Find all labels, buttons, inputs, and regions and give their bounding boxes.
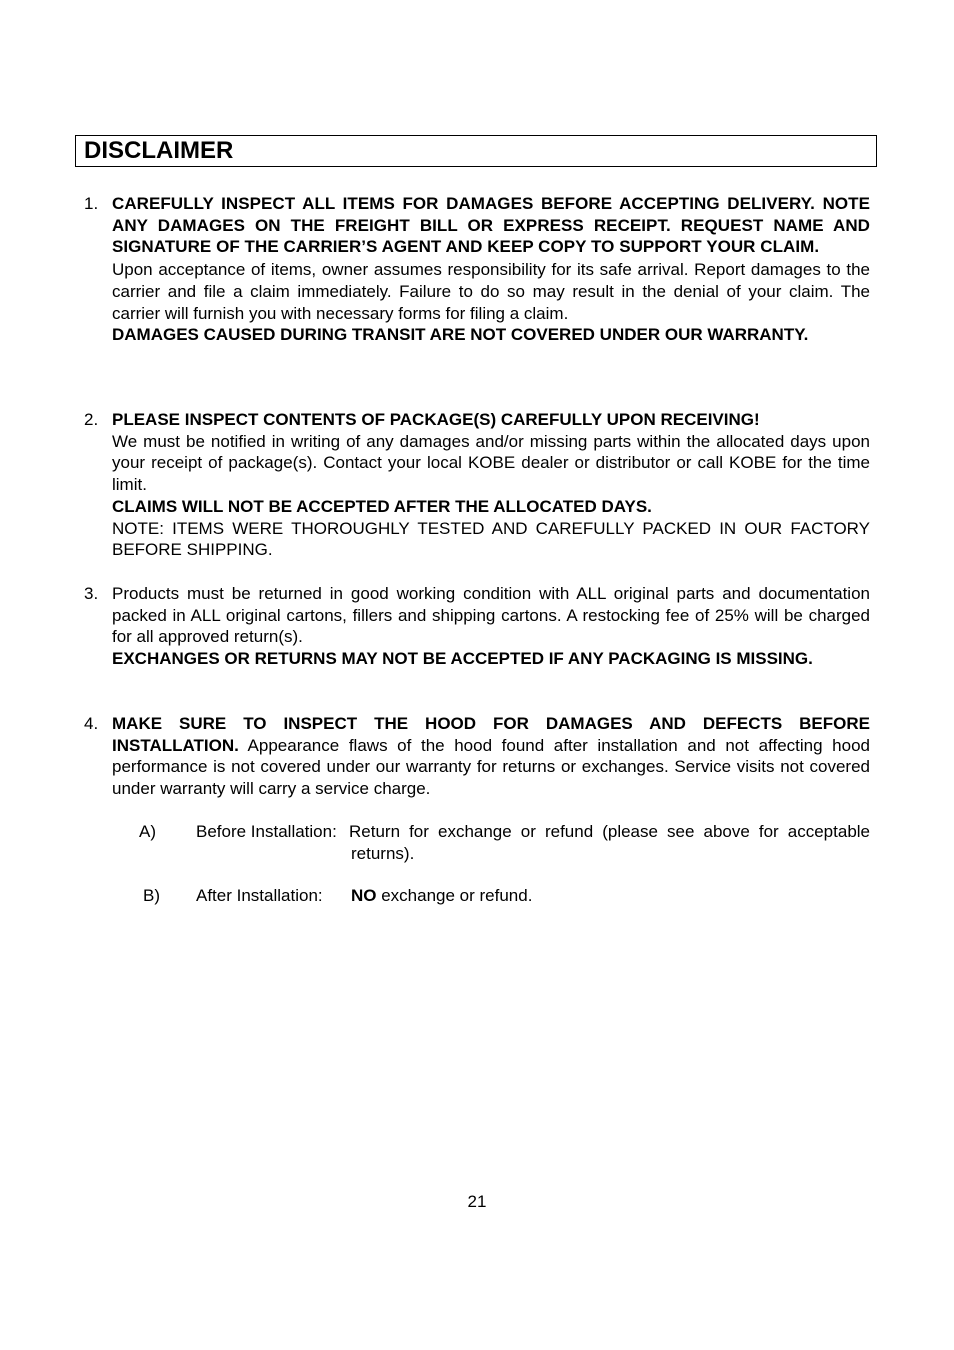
list-item-number: 3. [84, 584, 99, 603]
item-1-bold-paragraph: CAREFULLY INSPECT ALL ITEMS FOR DAMAGES BEFORE ACCEPTING DELIVERY. NOTE ANY DAMAGES ON THE FREIGHT BILL OR EXPRESS RECEIPT. REQUEST NAME AND SIGNATURE OF THE CARRIER’S AGENT AND KEEP COPY TO SUPPORT YOUR CLAIM. [112, 194, 870, 257]
sub-item-bold-text: NO [351, 886, 377, 905]
list-item-3 [84, 583, 870, 670]
sub-item-b [139, 885, 870, 907]
sub-item-text: exchange or refund. [376, 886, 533, 905]
item-3-paragraph: Products must be returned in good working condition with ALL original parts and documentation packed in ALL original cartons, fillers and shipping cartons. A restocking fee of 25% will be charged for all approved return(s). [112, 584, 870, 647]
item-2-paragraph: We must be notified in writing of any damages and/or missing parts within the allocated days upon your receipt of package(s). Contact your local KOBE dealer or distributor or call KOBE for the time limit. [112, 431, 870, 495]
sub-item-letter: B) [143, 886, 160, 905]
item-1-bold-note: DAMAGES CAUSED DURING TRANSIT ARE NOT COVERED UNDER OUR WARRANTY. [112, 325, 809, 345]
sub-item-text-wrap [351, 885, 870, 907]
item-2-bold-heading: PLEASE INSPECT CONTENTS OF PACKAGE(S) CAREFULLY UPON RECEIVING! [112, 410, 760, 429]
sub-item-label: Before Installation: [196, 822, 337, 841]
list-item-number: 4. [84, 714, 99, 733]
item-2-bold-note: CLAIMS WILL NOT BE ACCEPTED AFTER THE ALLOCATED DAYS. [112, 496, 652, 516]
list-item-2 [84, 409, 870, 561]
sub-item-letter: A) [139, 822, 156, 841]
list-item-number: 2. [84, 410, 99, 429]
sub-item-a [139, 821, 870, 864]
item-1-paragraph: Upon acceptance of items, owner assumes responsibility for its safe arrival. Report damages to the carrier and file a claim immediately. Failure to do so may result in the denial of your claim. The carrier will furnish you with necessary forms for filing a claim. [112, 260, 870, 323]
list-item-1 [84, 193, 870, 346]
sub-item-label: After Installation: [196, 886, 323, 905]
item-2-note: NOTE: ITEMS WERE THOROUGHLY TESTED AND CAREFULLY PACKED IN OUR FACTORY BEFORE SHIPPING. [112, 518, 870, 560]
item-4-paragraph: Appearance flaws of the hood found after installation and not affecting hood performance is not covered under our warranty for returns or exchanges. Service visits not covered under warranty will carry a service charge. [112, 735, 870, 799]
page-title: DISCLAIMER [84, 137, 234, 164]
item-3-bold-note: EXCHANGES OR RETURNS MAY NOT BE ACCEPTED IF ANY PACKAGING IS MISSING. [112, 649, 813, 669]
list-item-4 [84, 713, 870, 800]
disclaimer-heading-box [75, 135, 877, 167]
sub-item-text: Return for exchange or refund (please see above for acceptable returns). [349, 822, 870, 863]
item-4-bold-lead: MAKE SURE TO INSPECT THE HOOD FOR DAMAGES AND DEFECTS BEFORE INSTALLATION. [112, 714, 870, 755]
item-4-paragraph-wrap [112, 713, 870, 800]
list-item-number: 1. [84, 194, 99, 213]
page-number: 21 [467, 1192, 487, 1211]
